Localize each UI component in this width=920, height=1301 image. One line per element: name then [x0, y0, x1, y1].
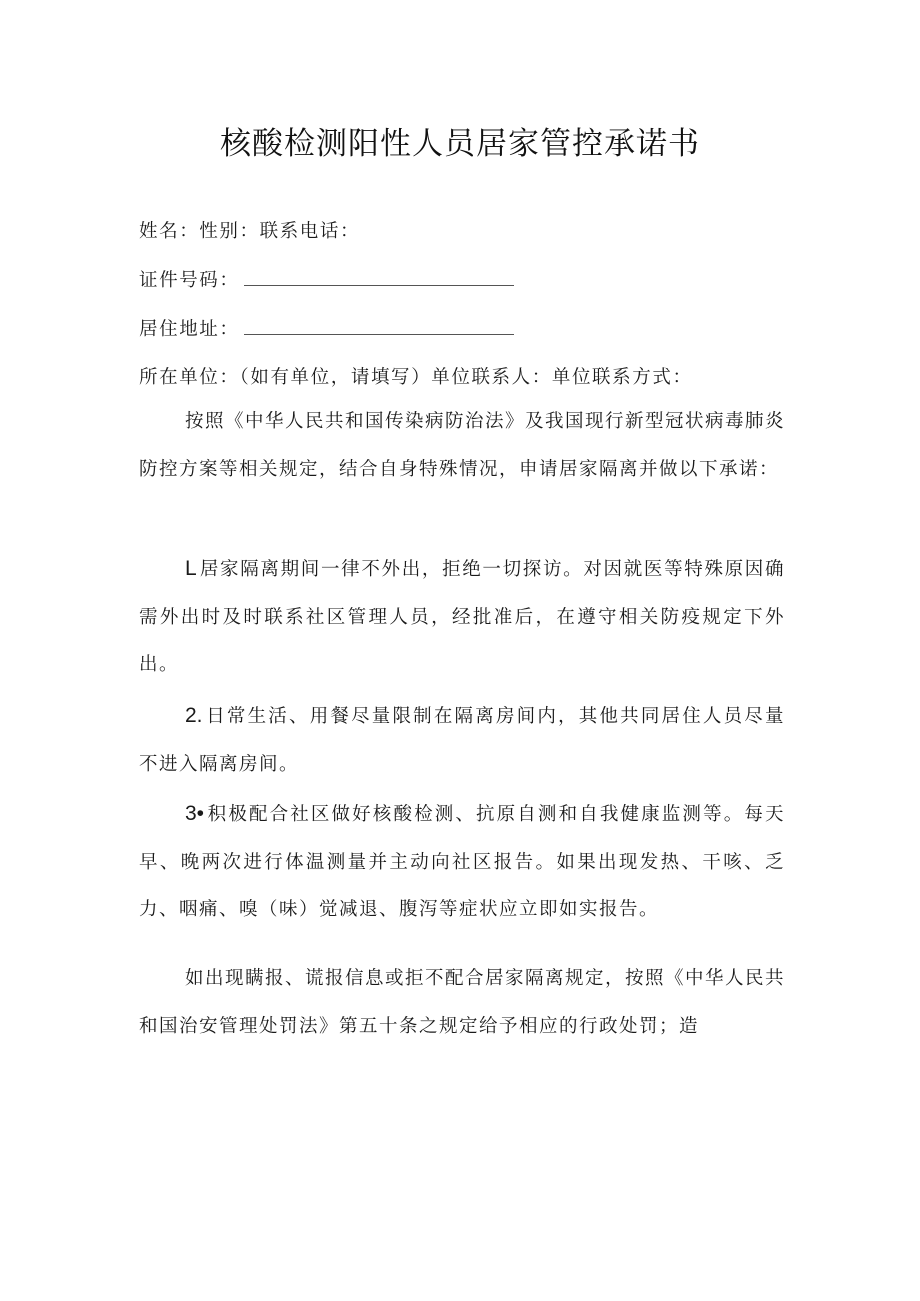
- address-blank[interactable]: [244, 318, 514, 335]
- item-number: 3•: [185, 802, 205, 825]
- personal-info-line: 姓名：性别：联系电话：: [139, 221, 361, 242]
- commitment-item-1: [139, 545, 785, 689]
- item-text: 居家隔离期间一律不外出，拒绝一切探访。对因就医等特殊原因确需外出时及时联系社区管理人员，经批准后，在遵守相关防疫规定下外出。: [139, 559, 785, 675]
- commitment-item-3: [139, 790, 785, 934]
- commitment-item-2: [139, 692, 785, 788]
- item-text: 日常生活、用餐尽量限制在隔离房间内，其他共同居住人员尽量不进入隔离房间。: [139, 706, 785, 775]
- intro-paragraph: 按照《中华人民共和国传染病防治法》及我国现行新型冠状病毒肺炎防控方案等相关规定，结合自身特殊情况，申请居家隔离并做以下承诺：: [139, 411, 786, 480]
- id-number-label: 证件号码：: [139, 270, 240, 291]
- document-title: 核酸检测阳性人员居家管控承诺书: [220, 126, 700, 162]
- closing-paragraph: 如出现瞒报、谎报信息或拒不配合居家隔离规定，按照《中华人民共和国治安管理处罚法》第五十条之规定给予相应的行政处罚；造: [139, 968, 786, 1037]
- unit-info-line: 所在单位：（如有单位，请填写）单位联系人：单位联系方式：: [139, 367, 693, 388]
- item-text: 积极配合社区做好核酸检测、抗原自测和自我健康监测等。每天早、晚两次进行体温测量并主动向社区报告。如果出现发热、干咳、乏力、咽痛、嗅（味）觉减退、腹泻等症状应立即如实报告。: [139, 804, 785, 920]
- item-number: L: [185, 557, 197, 580]
- address-label: 居住地址：: [139, 319, 240, 340]
- address-row: [139, 315, 514, 341]
- id-number-blank[interactable]: [244, 269, 514, 286]
- id-number-row: [139, 266, 514, 292]
- item-number: 2.: [185, 704, 203, 727]
